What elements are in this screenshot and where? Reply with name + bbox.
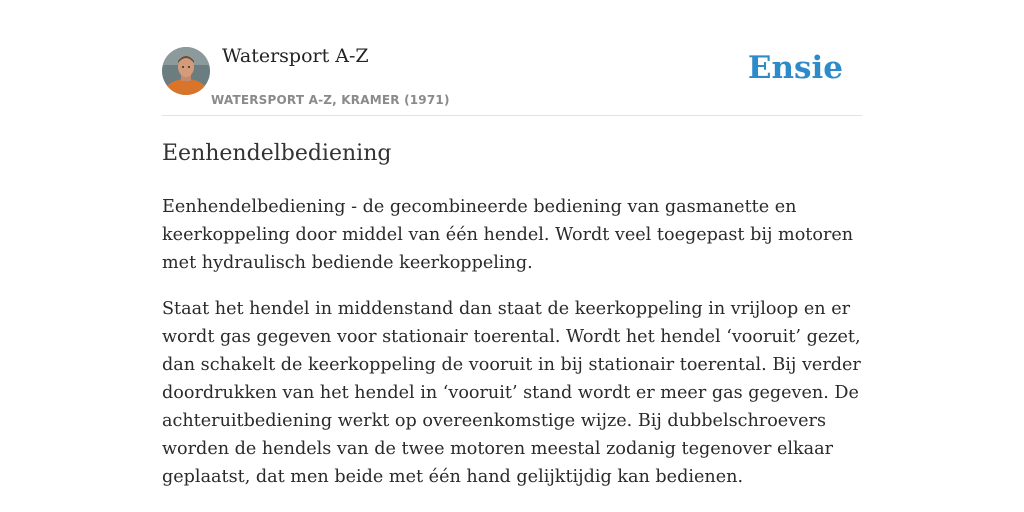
entry-body xyxy=(162,193,868,509)
source-subtitle[interactable]: WATERSPORT A-Z, KRAMER (1971) xyxy=(211,93,450,107)
header-divider xyxy=(162,115,862,116)
brand-logo[interactable]: Ensie xyxy=(747,50,843,86)
source-title[interactable]: Watersport A-Z xyxy=(222,45,369,67)
source-avatar[interactable] xyxy=(162,47,210,95)
entry-title: Eenhendelbediening xyxy=(162,141,392,166)
person-photo-icon xyxy=(162,47,210,95)
entry-paragraph: Eenhendelbediening - de gecombineerde bediening van gasmanette en keerkoppeling door middel van één hendel. Wordt veel toegepast bij motoren met hydraulisch bediende keerkoppeling. xyxy=(162,197,854,273)
entry-paragraph: Staat het hendel in middenstand dan staat de keerkoppeling in vrijloop en er wordt gas gegeven voor stationair toerental. Wordt het hendel ‘vooruit’ gezet, dan schakelt de keerkoppeling de vooruit in bij stationair toerental. Bij verder doordrukken van het hendel in ‘vooruit’ stand wordt er meer gas gegeven. De achteruitbediening werkt op overeenkomstige wijze. Bij dubbelschroevers worden de hendels van de twee motoren meestal zodanig tegenover elkaar geplaatst, dat men beide met één hand gelijktijdig kan bedienen. xyxy=(162,299,861,487)
